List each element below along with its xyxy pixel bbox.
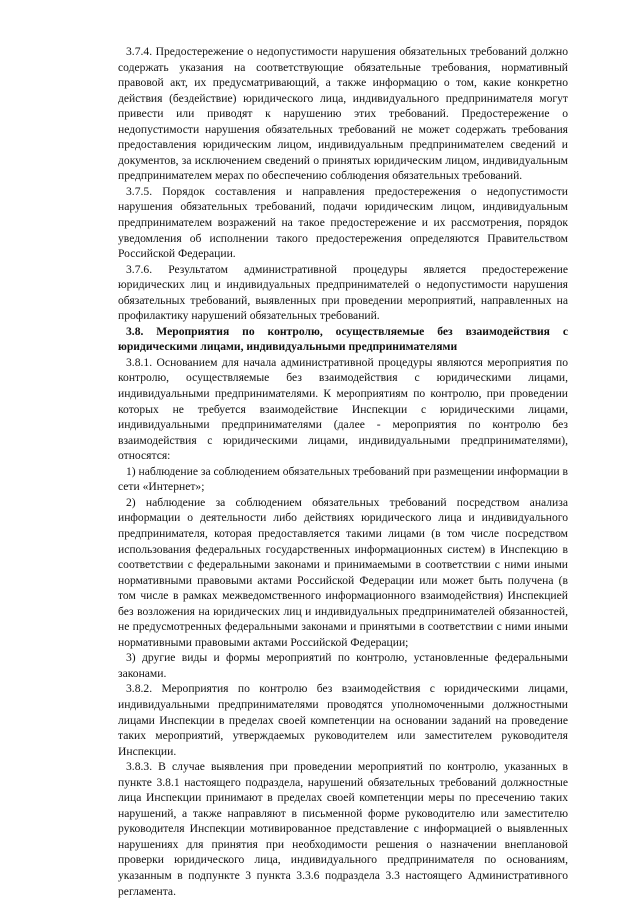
paragraph-3-7-6: 3.7.6. Результатом административной процедуры является предостережение юридических лиц и индивидуальных предпринимателей о недопустимости нарушения обязательных требований, выявленных при проведении мероприятий, направленных на профилактику нарушений обязательных требований. xyxy=(118,262,568,323)
paragraph-3-7-4: 3.7.4. Предостережение о недопустимости нарушения обязательных требований должно содержать указания на соответствующие обязательные требования, нормативный правовой акт, их предусматривающий, а также информацию о том, какие конкретно действия (бездействие) юридического лица, индивидуального предпринимателя могут привести или приводят к нарушению этих требований. Предостережение о недопустимости нарушения обязательных требований не может содержать требования предоставления юридическим лицом, индивидуальным предпринимателем сведений и документов, за исключением сведений о принятых юридическим лицом, индивидуальным предпринимателем мерах по обеспечению соблюдения обязательных требований. xyxy=(118,45,568,183)
list-item-1: 1) наблюдение за соблюдением обязательных требований при размещении информации в сети «Интернет»; xyxy=(118,464,568,494)
paragraph-3-7-5: 3.7.5. Порядок составления и направления предостережения о недопустимости нарушения обязательных требований, подачи юридическим лицом, индивидуальным предпринимателем возражений на такое предостережение и их рассмотрения, порядок уведомления об исполнении такого предостережения определяются Правительством Российской Федерации. xyxy=(118,184,568,261)
paragraph-3-8-3: 3.8.3. В случае выявления при проведении мероприятий по контролю, указанных в пункте 3.8.1 настоящего подраздела, нарушений обязательных требований должностные лица Инспекции принимают в пределах своей компетенции меры по пресечению таких нарушений, а также направляют в письменной форме руководителю или заместителю руководителя Инспекции мотивированное представление с информацией о выявленных нарушениях для принятия при необходимости решения о назначении внеплановой проверки юридического лица, индивидуального предпринимателя по основаниям, указанным в подпункте 3 пункта 3.3.6 подраздела 3.3 настоящего Административного регламента. xyxy=(118,760,568,898)
document-page xyxy=(118,44,568,899)
section-heading-3-8: 3.8. Мероприятия по контролю, осуществляемые без взаимодействия с юридическими лицами, индивидуальными предпринимателями xyxy=(118,324,568,354)
list-item-3: 3) другие виды и формы мероприятий по контролю, установленные федеральными законами. xyxy=(118,651,568,680)
paragraph-3-8-1: 3.8.1. Основанием для начала административной процедуры являются мероприятия по контролю, осуществляемые без взаимодействия с юридическими лицами, индивидуальными предпринимателями. К мероприятиям по контролю, при проведении которых не требуется взаимодействие Инспекции с юридическими лицами, индивидуальными предпринимателями (далее - мероприятия по контролю без взаимодействия с юридическими лицами, индивидуальными предпринимателями), относятся: xyxy=(118,355,568,463)
list-item-2: 2) наблюдение за соблюдением обязательных требований посредством анализа информации о деятельности либо действиях юридического лица и индивидуального предпринимателя, которая предоставляется такими лицами (в том числе посредством использования федеральных государственных информационных систем) в Инспекцию в соответствии с федеральными законами и принимаемыми в соответствии с ними иными нормативными правовыми актами Российской Федерации или может быть получена (в том числе в рамках межведомственного информационного взаимодействия) Инспекцией без возложения на юридических лиц и индивидуальных предпринимателей обязанностей, не предусмотренных федеральными законами и принятыми в соответствии с ними иными нормативными правовыми актами Российской Федерации; xyxy=(118,495,568,649)
paragraph-3-8-2: 3.8.2. Мероприятия по контролю без взаимодействия с юридическими лицами, индивидуальными предпринимателями проводятся уполномоченными должностными лицами Инспекции в пределах своей компетенции на основании заданий на проведение таких мероприятий, утверждаемых руководителем или заместителем руководителя Инспекции. xyxy=(118,682,568,758)
